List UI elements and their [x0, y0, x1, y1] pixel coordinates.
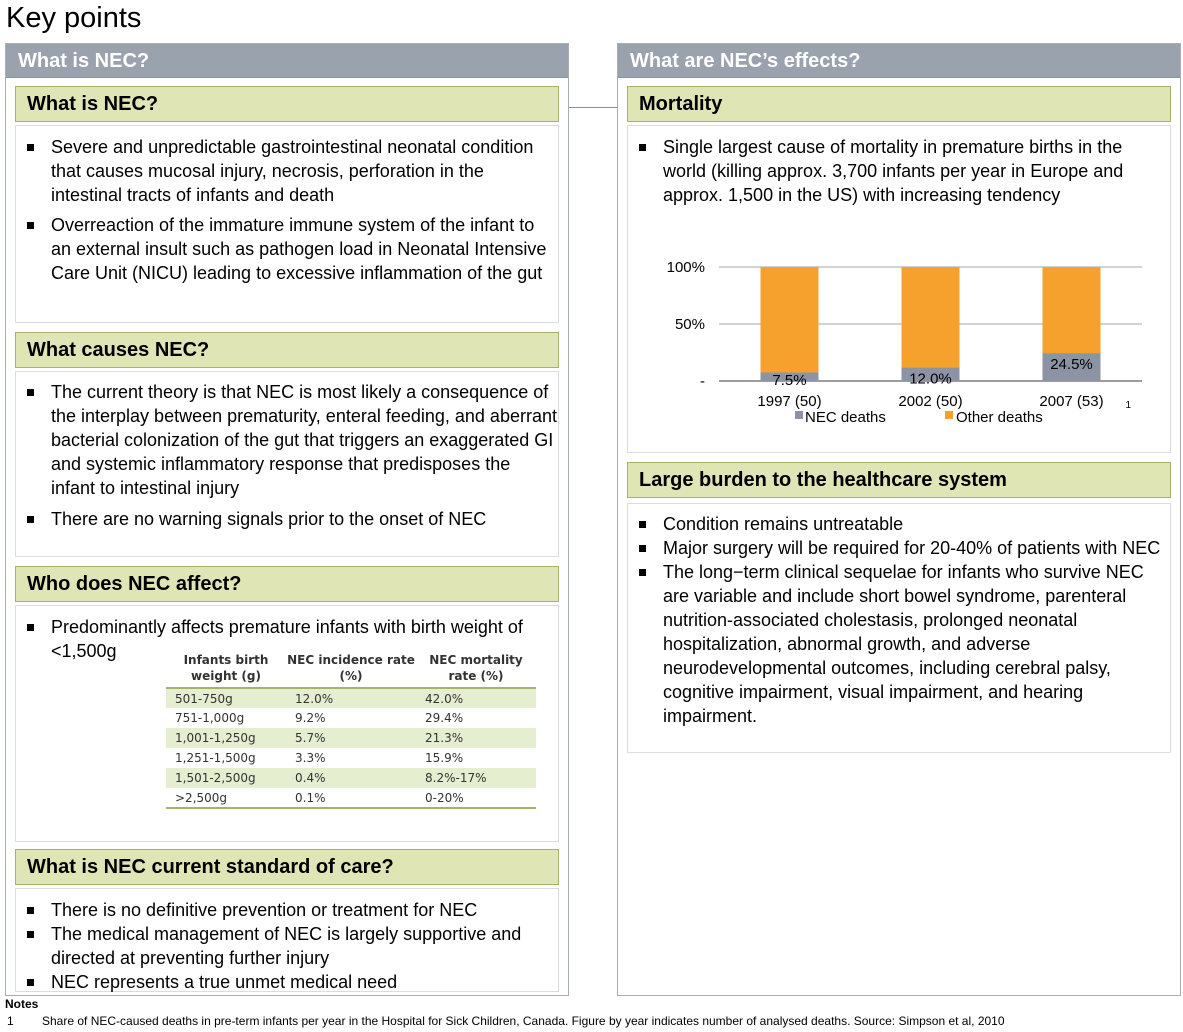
- footnote-marker: 1: [1125, 400, 1132, 411]
- notes-title: Notes: [5, 997, 39, 1011]
- bullet-item: Overreaction of the immature immune system of the infant to an external insult such as pathogen load in Neonatal Intensive Care Unit (NICU) leading to excessive inflammation of the gut: [16, 213, 558, 285]
- x-tick-label: 1997 (50): [757, 393, 822, 410]
- table-row: 751-1,000g 9.2% 29.4%: [175, 711, 464, 725]
- nec-incidence-table: [166, 652, 536, 809]
- section-header-what-is-nec: What is NEC?: [15, 86, 559, 122]
- bullet-item: There is no definitive prevention or treatment for NEC: [16, 898, 558, 922]
- section-body-standard-of-care: [15, 888, 559, 992]
- bar-other-deaths: [761, 267, 819, 372]
- left-column-header: What is NEC?: [6, 44, 568, 78]
- section-header-what-causes-nec: What causes NEC?: [15, 332, 559, 368]
- x-tick-label: 2007 (53): [1039, 393, 1104, 410]
- section-body-healthcare-burden: [627, 503, 1171, 753]
- section-body-what-is-nec: [15, 125, 559, 323]
- bullet-item: Severe and unpredictable gastrointestinal neonatal condition that causes mucosal injury, necrosis, perforation in the intestinal tracts of infants and death: [16, 135, 558, 207]
- page-title: Key points: [6, 2, 142, 34]
- legend-swatch-other: [945, 411, 953, 419]
- bullet-item: NEC represents a true unmet medical need: [16, 970, 558, 994]
- legend-swatch-nec: [795, 411, 803, 419]
- section-header-who-does-nec-affect: Who does NEC affect?: [15, 566, 559, 602]
- bar-other-deaths: [902, 267, 960, 367]
- bullet-item: The long−term clinical sequelae for infants who survive NEC are variable and include short bowel syndrome, parenteral nutrition-associated cholestasis, prolonged neonatal hospitalization, abnormal growth, and adverse neurodevelopmental outcomes, including cerebral palsy, cognitive impairment, visual impairment, and hearing impairment.: [628, 560, 1170, 728]
- notes: [5, 997, 1005, 1028]
- right-column-header: What are NEC’s effects?: [618, 44, 1180, 78]
- data-label: 12.0%: [909, 370, 952, 388]
- legend-label-nec: NEC deaths: [805, 409, 886, 426]
- bar-other-deaths: [1043, 267, 1101, 353]
- table-header-mortality: NEC mortality rate (%): [416, 652, 536, 688]
- bullet-item: The current theory is that NEC is most likely a consequence of the interplay between prematurity, enteral feeding, and aberrant bacterial colonization of the gut that triggers an exaggerated GI and systemic inflammatory response that predisposes the infant to intestinal injury: [16, 380, 558, 500]
- table-row: 1,501-2,500g 0.4% 8.2%-17%: [166, 768, 536, 788]
- table-row: 1,251-1,500g 3.3% 15.9%: [175, 751, 464, 765]
- legend-label-other: Other deaths: [956, 409, 1043, 426]
- bullet-item: Major surgery will be required for 20-40% of patients with NEC: [628, 536, 1170, 560]
- note-number: 1: [7, 1014, 14, 1028]
- bullet-item: The medical management of NEC is largely supportive and directed at preventing further injury: [16, 922, 558, 970]
- table-row: >2,500g 0.1% 0-20%: [166, 788, 536, 808]
- note-item: [5, 1014, 1005, 1028]
- section-header-standard-of-care: What is NEC current standard of care?: [15, 849, 559, 885]
- bullet-item: Single largest cause of mortality in premature births in the world (killing approx. 3,700 infants per year in Europe and approx. 1,500 in the US) with increasing tendency: [628, 135, 1170, 207]
- y-tick-label: 50%: [674, 316, 705, 333]
- bullet-item: Predominantly affects premature infants with birth weight of <1,500g: [16, 615, 558, 663]
- bullet-item: There are no warning signals prior to the onset of NEC: [16, 507, 558, 531]
- section-body-what-causes-nec: [15, 371, 559, 557]
- section-header-mortality: Mortality: [627, 86, 1171, 122]
- section-header-healthcare-burden: Large burden to the healthcare system: [627, 462, 1171, 498]
- mortality-chart-svg: [627, 250, 1157, 440]
- mortality-chart: [627, 250, 1157, 440]
- table-row: 1,001-1,250g 5.7% 21.3%: [166, 728, 536, 748]
- y-tick-label: -: [700, 373, 705, 390]
- table-header-incidence: NEC incidence rate (%): [286, 652, 416, 688]
- y-tick-label: 100%: [666, 259, 705, 276]
- table-header-birth-weight: Infants birth weight (g): [166, 652, 286, 688]
- bullet-item: Condition remains untreatable: [628, 512, 1170, 536]
- data-label: 7.5%: [772, 372, 807, 389]
- note-text: Share of NEC-caused deaths in pre-term infants per year in the Hospital for Sick Children, Canada. Figure by year indicates number of analysed deaths. Source: Simpson et al, 2010: [42, 1014, 1005, 1028]
- x-tick-label: 2002 (50): [898, 393, 963, 410]
- table-row: 501-750g 12.0% 42.0%: [166, 688, 536, 708]
- divider-line: [560, 107, 620, 108]
- data-label: 24.5%: [1050, 356, 1093, 374]
